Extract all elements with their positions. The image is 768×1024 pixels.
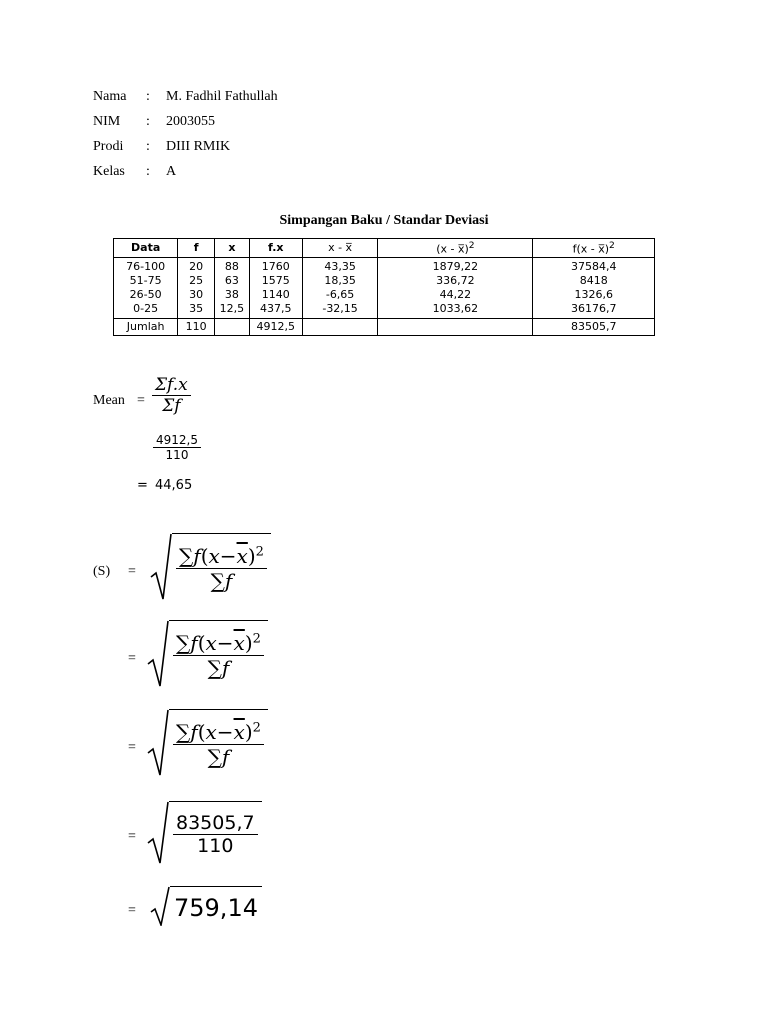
cell-data: 0-25 — [114, 302, 178, 319]
nim-label: NIM — [93, 114, 121, 129]
cell-x: 88 — [215, 257, 250, 274]
name-value: M. Fadhil Fathullah — [166, 89, 278, 104]
sd-step-num: 83505,7 — [176, 812, 255, 834]
header-deviation-squared-exp: 2 — [468, 240, 475, 251]
table-row — [114, 288, 655, 302]
table-total-row — [114, 318, 655, 335]
total-f: 110 — [178, 318, 215, 335]
mean-result: 44,65 — [155, 478, 193, 493]
sd-sqrt-3: $\frac{\sum f(x-\overline{x})^2}{\sum f}$ — [147, 709, 268, 777]
table-header-row — [114, 239, 655, 258]
sd-eq-5: = — [128, 903, 136, 918]
sd-eq-1: = — [128, 564, 136, 579]
sd-label: (S) — [93, 564, 111, 579]
prodi-label: Prodi — [93, 139, 124, 154]
cell-f: 25 — [178, 274, 215, 288]
total-deviation-squared — [378, 318, 533, 335]
cell-deviation: 18,35 — [302, 274, 378, 288]
sd-sqrt-1: $\frac{\sum f(x-\overline{x})^2}{\sum f}$ — [150, 533, 271, 601]
cell-data: 76-100 — [114, 257, 178, 274]
cell-f: 35 — [178, 302, 215, 319]
cell-fx: 1575 — [249, 274, 302, 288]
kelas-label: Kelas — [93, 164, 125, 179]
mean-step-den: 110 — [165, 448, 189, 462]
header-f: f — [178, 239, 215, 258]
mean-eq: = — [137, 393, 145, 408]
mean-label: Mean — [93, 393, 125, 408]
cell-fx: 437,5 — [249, 302, 302, 319]
cell-x: 63 — [215, 274, 250, 288]
cell-f-deviation-squared: 37584,4 — [533, 257, 655, 274]
nim-value: 2003055 — [166, 114, 215, 129]
header-deviation: x - x̅ — [302, 239, 378, 258]
cell-deviation: -32,15 — [302, 302, 378, 319]
header-fx: f.x — [249, 239, 302, 258]
table-row — [114, 302, 655, 319]
total-fx: 4912,5 — [249, 318, 302, 335]
cell-fx: 1760 — [249, 257, 302, 274]
header-x: x — [215, 239, 250, 258]
cell-deviation-squared: 1033,62 — [378, 302, 533, 319]
prodi-value: DIII RMIK — [166, 139, 231, 154]
cell-data: 51-75 — [114, 274, 178, 288]
sd-sqrt-result — [150, 886, 262, 926]
cell-fx: 1140 — [249, 288, 302, 302]
sd-eq-4: = — [128, 829, 136, 844]
header-deviation-squared — [378, 239, 533, 258]
mean-step-num: 4912,5 — [156, 433, 198, 447]
kelas-colon: : — [146, 164, 150, 179]
cell-f: 30 — [178, 288, 215, 302]
total-label: Jumlah — [114, 318, 178, 335]
header-data: Data — [114, 239, 178, 258]
cell-f-deviation-squared: 1326,6 — [533, 288, 655, 302]
radical-icon — [150, 533, 172, 601]
cell-f: 20 — [178, 257, 215, 274]
radical-icon — [147, 620, 169, 688]
sd-eq-3: = — [128, 740, 136, 755]
mean-formula-num: Σf.x — [155, 375, 188, 395]
radical-icon — [150, 886, 170, 926]
cell-f-deviation-squared: 8418 — [533, 274, 655, 288]
cell-deviation-squared: 1879,22 — [378, 257, 533, 274]
cell-data: 26-50 — [114, 288, 178, 302]
header-deviation-squared-text: (x - x̅) — [436, 242, 469, 256]
mean-formula-den: Σf — [162, 396, 181, 416]
name-colon: : — [146, 89, 150, 104]
cell-deviation: -6,65 — [302, 288, 378, 302]
cell-f-deviation-squared: 36176,7 — [533, 302, 655, 319]
table-title: Simpangan Baku / Standar Deviasi — [279, 213, 489, 228]
sd-step-result: 759,14 — [174, 893, 258, 922]
total-deviation — [302, 318, 378, 335]
radical-icon — [147, 709, 169, 777]
header-f-deviation-squared-text: f(x - x̅) — [572, 242, 610, 256]
kelas-value: A — [166, 164, 177, 179]
name-label: Nama — [93, 89, 127, 104]
sd-step-den: 110 — [197, 835, 234, 857]
mean-result-eq: = — [137, 478, 148, 493]
cell-deviation-squared: 336,72 — [378, 274, 533, 288]
cell-x: 12,5 — [215, 302, 250, 319]
total-x — [215, 318, 250, 335]
header-f-deviation-squared-exp: 2 — [609, 240, 615, 251]
cell-deviation-squared: 44,22 — [378, 288, 533, 302]
table-row — [114, 257, 655, 274]
mean-formula — [152, 375, 191, 416]
cell-x: 38 — [215, 288, 250, 302]
sd-eq-2: = — [128, 651, 136, 666]
sd-sqrt-2: $\frac{\sum f(x-\overline{x})^2}{\sum f}$ — [147, 620, 268, 688]
sd-sqrt-numeric — [147, 801, 262, 865]
nim-colon: : — [146, 114, 150, 129]
frequency-table — [113, 238, 655, 336]
radical-icon — [147, 801, 169, 865]
prodi-colon: : — [146, 139, 150, 154]
table-row — [114, 274, 655, 288]
cell-deviation: 43,35 — [302, 257, 378, 274]
header-f-deviation-squared — [533, 239, 655, 258]
mean-step — [153, 433, 201, 462]
total-f-deviation-squared: 83505,7 — [533, 318, 655, 335]
